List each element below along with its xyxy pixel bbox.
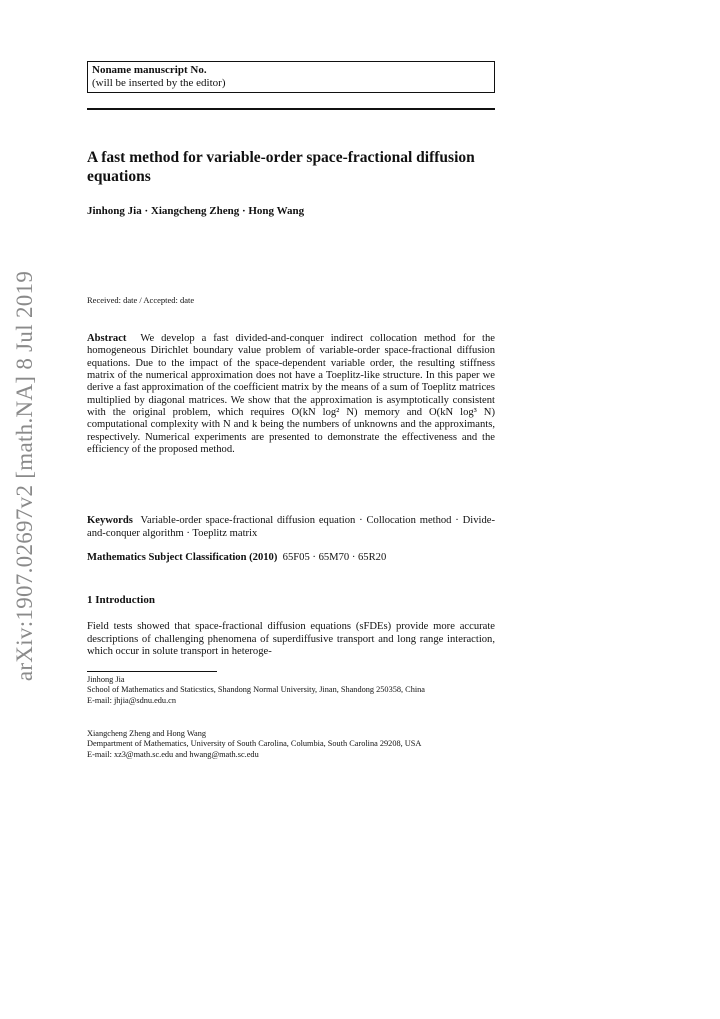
paper-title: A fast method for variable-order space-fractional diffusion equations [87, 149, 475, 185]
abstract-label: Abstract [87, 333, 127, 344]
footnote-author-1 [87, 675, 495, 706]
manuscript-number-box [87, 61, 495, 93]
msc-codes: 65F05 · 65M70 · 65R20 [282, 552, 387, 563]
msc-label: Mathematics Subject Classification (2010) [87, 552, 278, 563]
keywords-label: Keywords [87, 515, 133, 526]
header-rule [87, 108, 495, 110]
footnote-affiliation: School of Mathematics and Staticstics, Shandong Normal University, Jinan, Shandong 250358, China [87, 685, 425, 695]
footnote-affiliation: Dempartment of Mathematics, University of South Carolina, Columbia, South Carolina 29208, USA [87, 739, 422, 749]
footnote-name: Jinhong Jia [87, 675, 125, 684]
footnote-author-2 [87, 729, 495, 760]
msc-section [87, 551, 495, 564]
introduction-text: Field tests showed that space-fractional diffusion equations (sFDEs) provide more accurate descriptions of challenging phenomena of superdiffusive transport and long range interaction, which occur in solute transport in heteroge- [87, 621, 495, 658]
keywords-section [87, 514, 495, 540]
abstract-text: We develop a fast divided-and-conquer indirect collocation method for the homogeneous Dirichlet boundary value problem of variable-order space-fractional diffusion equations. Due to the impact of the space-dependent variable order, the resulting stiffness matrix of the numerical approximation does not have a Toeplitz-like structure. In this paper we derive a fast approximation of the coefficient matrix by the means of a sum of Toeplitz matrices multiplied by diagonal matrices. We show that the approximation is asymptotically consistent with the original problem, which requires O(kN log² N) memory and O(kN log³ N) computational complexity with N and k being the numbers of unknowns and the approximants, respectively. Numerical experiments are presented to demonstrate the effectiveness and the efficiency of the proposed method. [87, 333, 495, 456]
arxiv-identifier-stamp [8, 270, 42, 682]
abstract-section [87, 333, 495, 456]
footnote-name: Xiangcheng Zheng and Hong Wang [87, 729, 206, 738]
keywords-text: Variable-order space-fractional diffusion equation · Collocation method · Divide-and-conquer algorithm · Toeplitz matrix [87, 515, 495, 539]
footnote-rule [87, 671, 217, 672]
footnote-email: E-mail: jhjia@sdnu.edu.cn [87, 695, 176, 705]
footnote-email: E-mail: xz3@math.sc.edu and hwang@math.sc.edu [87, 749, 259, 759]
arxiv-identifier-text: arXiv:1907.02697v2 [math.NA] 8 Jul 2019 [12, 270, 38, 682]
manuscript-number-label: Noname manuscript No. [92, 64, 207, 76]
editor-note: (will be inserted by the editor) [92, 77, 226, 89]
introduction-heading: 1 Introduction [87, 594, 155, 606]
author-list: Jinhong Jia · Xiangcheng Zheng · Hong Wang [87, 205, 305, 217]
received-date: Received: date / Accepted: date [87, 295, 195, 305]
